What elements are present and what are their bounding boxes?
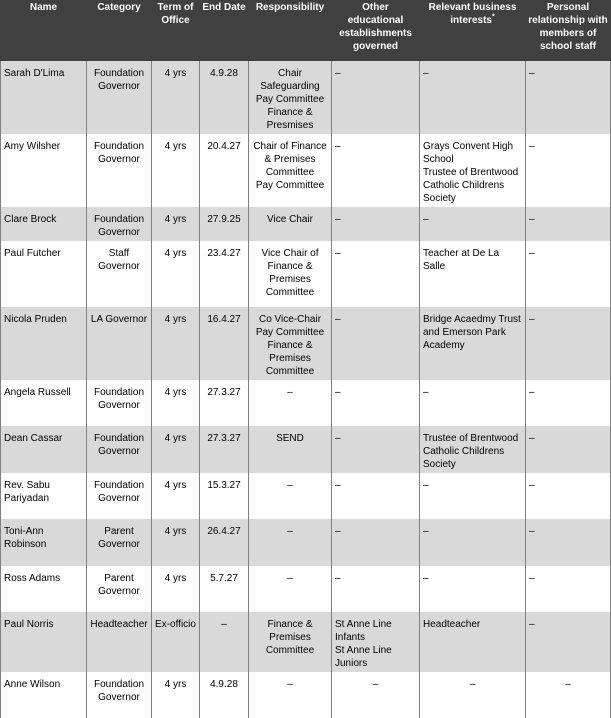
cell-end-date: 4.9.28 xyxy=(200,61,249,135)
cell-category: Parent Governor xyxy=(87,566,152,612)
cell-responsibility: – xyxy=(249,566,332,612)
table-row xyxy=(1,134,611,207)
table-row xyxy=(1,473,611,519)
cell-end-date: 27.9.25 xyxy=(200,207,249,241)
header-business-interests-mark: * xyxy=(492,14,495,21)
cell-business-interests: – xyxy=(420,566,526,612)
table-row xyxy=(1,612,611,672)
header-other-establishments: Other educational establishments governed xyxy=(332,1,420,61)
table-row xyxy=(1,519,611,566)
cell-other-establishments: – xyxy=(332,566,420,612)
cell-category: Foundation Governor xyxy=(87,473,152,519)
cell-term: 4 yrs xyxy=(152,207,200,241)
cell-end-date: 16.4.27 xyxy=(200,307,249,380)
cell-other-establishments: – xyxy=(332,241,420,307)
cell-category: Foundation Governor xyxy=(87,134,152,207)
cell-business-interests: – xyxy=(420,473,526,519)
cell-term: 4 yrs xyxy=(152,380,200,426)
cell-name: Rev. Sabu Pariyadan xyxy=(1,473,87,519)
cell-business-interests: – xyxy=(420,519,526,566)
header-category: Category xyxy=(87,1,152,61)
cell-term: 4 yrs xyxy=(152,672,200,718)
cell-term: 4 yrs xyxy=(152,307,200,380)
cell-relationship: – xyxy=(526,473,611,519)
table-row xyxy=(1,566,611,612)
cell-other-establishments: – xyxy=(332,207,420,241)
cell-end-date: 27.3.27 xyxy=(200,380,249,426)
cell-other-establishments: – xyxy=(332,473,420,519)
cell-relationship: – xyxy=(526,426,611,473)
cell-business-interests: – xyxy=(420,207,526,241)
cell-business-interests: – xyxy=(420,61,526,135)
cell-name: Paul Futcher xyxy=(1,241,87,307)
cell-business-interests: Grays Convent High School Trustee of Brentwood Catholic Childrens Society xyxy=(420,134,526,207)
table-row xyxy=(1,61,611,135)
cell-relationship: – xyxy=(526,307,611,380)
cell-responsibility: Co Vice-Chair Pay Committee Finance & Premises Committee xyxy=(249,307,332,380)
cell-name: Anne Wilson xyxy=(1,672,87,718)
cell-other-establishments: – xyxy=(332,672,420,718)
cell-responsibility: Chair Safeguarding Pay Committee Finance & Presmises xyxy=(249,61,332,135)
table-body xyxy=(1,61,611,718)
cell-responsibility: Vice Chair of Finance & Premises Committee xyxy=(249,241,332,307)
cell-business-interests: Headteacher xyxy=(420,612,526,672)
cell-relationship: – xyxy=(526,241,611,307)
cell-name: Angela Russell xyxy=(1,380,87,426)
cell-responsibility: Finance & Premises Committee xyxy=(249,612,332,672)
cell-category: Foundation Governor xyxy=(87,61,152,135)
cell-relationship: – xyxy=(526,672,611,718)
cell-term: 4 yrs xyxy=(152,473,200,519)
table-row xyxy=(1,207,611,241)
cell-category: Headteacher xyxy=(87,612,152,672)
cell-end-date: 27.3.27 xyxy=(200,426,249,473)
cell-relationship: – xyxy=(526,566,611,612)
table-row xyxy=(1,672,611,718)
cell-end-date: 5.7.27 xyxy=(200,566,249,612)
cell-other-establishments: – xyxy=(332,307,420,380)
cell-name: Paul Norris xyxy=(1,612,87,672)
cell-name: Nicola Pruden xyxy=(1,307,87,380)
table-header-row xyxy=(1,1,611,61)
table-row xyxy=(1,426,611,473)
cell-other-establishments: – xyxy=(332,61,420,135)
cell-business-interests: – xyxy=(420,380,526,426)
cell-responsibility: – xyxy=(249,519,332,566)
cell-other-establishments: St Anne Line Infants St Anne Line Juniors xyxy=(332,612,420,672)
cell-relationship: – xyxy=(526,61,611,135)
cell-end-date: 20.4.27 xyxy=(200,134,249,207)
cell-end-date: – xyxy=(200,612,249,672)
header-end-date: End Date xyxy=(200,1,249,61)
cell-category: Parent Governor xyxy=(87,519,152,566)
cell-term: 4 yrs xyxy=(152,426,200,473)
cell-other-establishments: – xyxy=(332,519,420,566)
cell-other-establishments: – xyxy=(332,426,420,473)
cell-responsibility: – xyxy=(249,380,332,426)
cell-term: 4 yrs xyxy=(152,519,200,566)
cell-term: Ex-officio xyxy=(152,612,200,672)
cell-category: LA Governor xyxy=(87,307,152,380)
cell-responsibility: Vice Chair xyxy=(249,207,332,241)
cell-other-establishments: – xyxy=(332,134,420,207)
cell-end-date: 4.9.28 xyxy=(200,672,249,718)
cell-end-date: 23.4.27 xyxy=(200,241,249,307)
cell-name: Sarah D'Lima xyxy=(1,61,87,135)
cell-business-interests: Trustee of Brentwood Catholic Childrens Society xyxy=(420,426,526,473)
cell-responsibility: – xyxy=(249,672,332,718)
cell-name: Toni-Ann Robinson xyxy=(1,519,87,566)
cell-responsibility: SEND xyxy=(249,426,332,473)
cell-business-interests: Teacher at De La Salle xyxy=(420,241,526,307)
cell-category: Foundation Governor xyxy=(87,380,152,426)
header-relationship: Personal relationship with members of school staff xyxy=(526,1,611,61)
header-business-interests xyxy=(420,1,526,61)
header-term: Term of Office xyxy=(152,1,200,61)
cell-name: Amy Wilsher xyxy=(1,134,87,207)
cell-term: 4 yrs xyxy=(152,61,200,135)
cell-business-interests: – xyxy=(420,672,526,718)
cell-relationship: – xyxy=(526,519,611,566)
table-row xyxy=(1,380,611,426)
table-row xyxy=(1,241,611,307)
cell-relationship: – xyxy=(526,612,611,672)
header-responsibility: Responsibility xyxy=(249,1,332,61)
cell-business-interests: Bridge Acaedmy Trust and Emerson Park Academy xyxy=(420,307,526,380)
cell-relationship: – xyxy=(526,380,611,426)
cell-category: Foundation Governor xyxy=(87,207,152,241)
cell-name: Dean Cassar xyxy=(1,426,87,473)
cell-term: 4 yrs xyxy=(152,134,200,207)
cell-term: 4 yrs xyxy=(152,566,200,612)
cell-category: Staff Governor xyxy=(87,241,152,307)
cell-relationship: – xyxy=(526,134,611,207)
cell-name: Ross Adams xyxy=(1,566,87,612)
cell-relationship: – xyxy=(526,207,611,241)
cell-term: 4 yrs xyxy=(152,241,200,307)
cell-name: Clare Brock xyxy=(1,207,87,241)
cell-responsibility: – xyxy=(249,473,332,519)
header-name: Name xyxy=(1,1,87,61)
cell-responsibility: Chair of Finance & Premises Committee Pay Committee xyxy=(249,134,332,207)
table-row xyxy=(1,307,611,380)
cell-end-date: 26.4.27 xyxy=(200,519,249,566)
header-business-interests-label: Relevant business interests xyxy=(429,2,517,26)
cell-category: Foundation Governor xyxy=(87,426,152,473)
cell-other-establishments: – xyxy=(332,380,420,426)
cell-end-date: 15.3.27 xyxy=(200,473,249,519)
cell-category: Foundation Governor xyxy=(87,672,152,718)
